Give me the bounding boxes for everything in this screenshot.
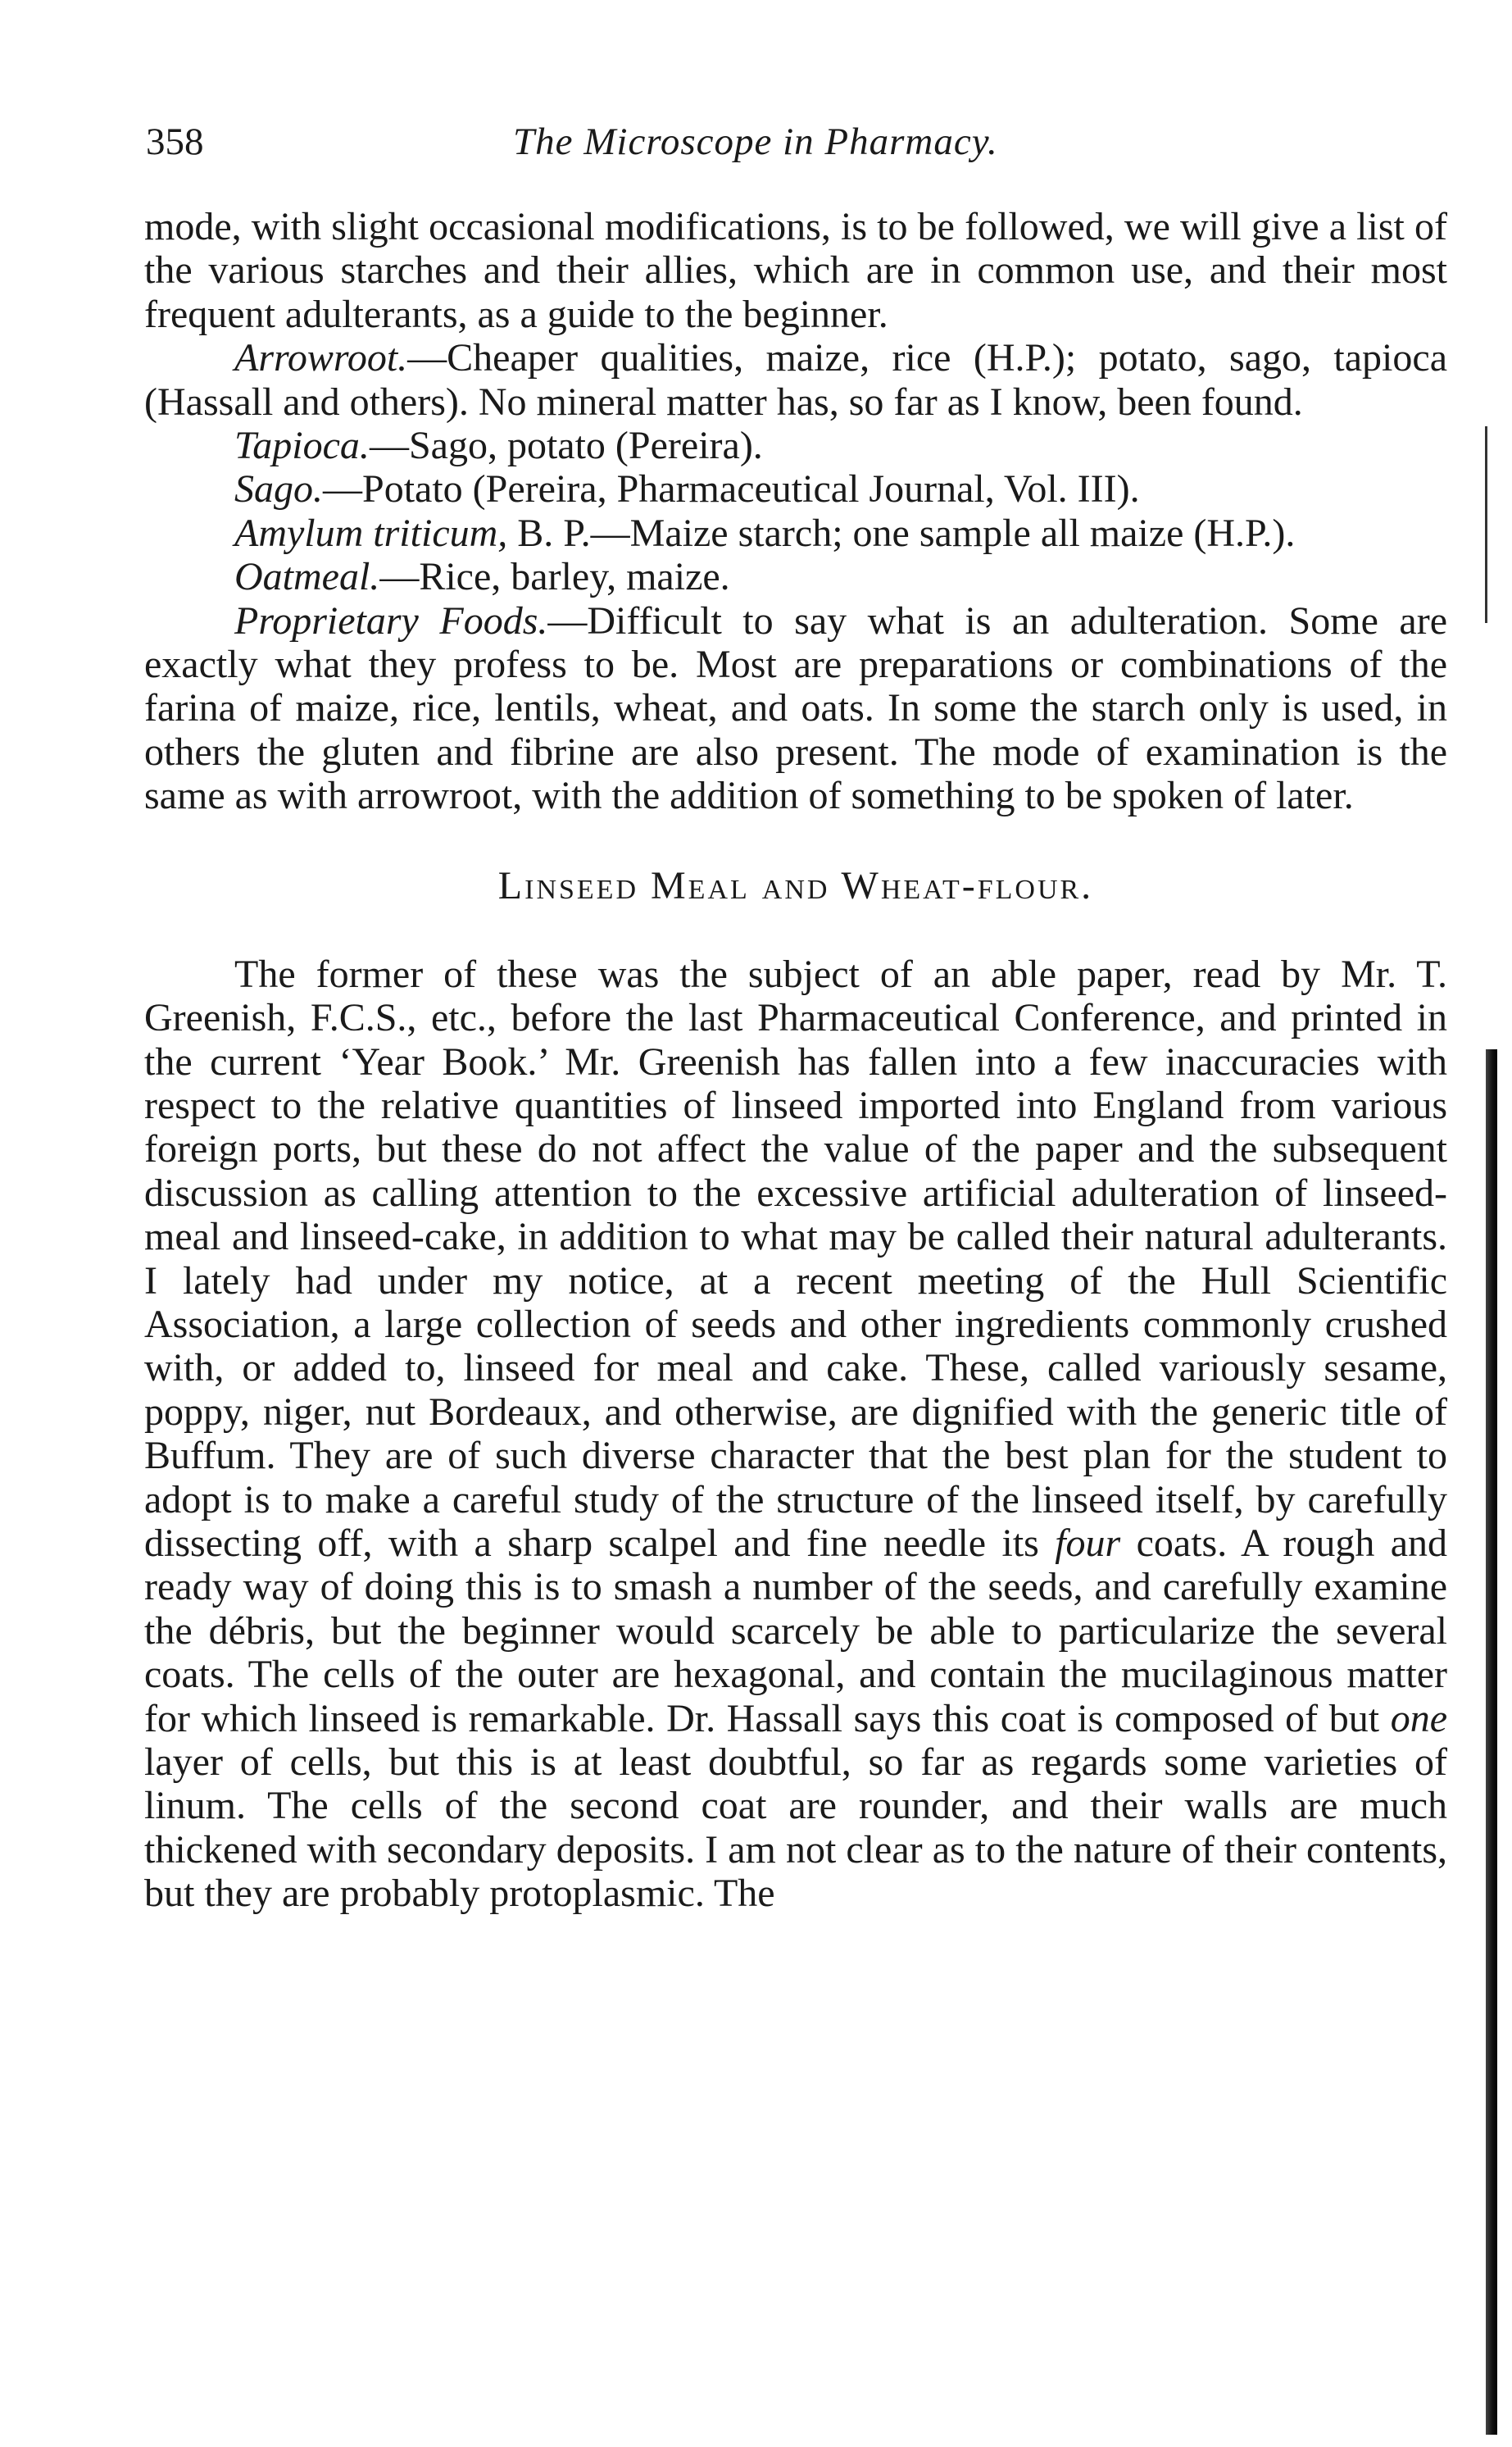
entry-tapioca xyxy=(144,424,1447,467)
entry-term: Amylum triticum, xyxy=(234,511,508,555)
entry-term: Proprietary Foods. xyxy=(234,598,548,643)
entry-text: —Sago, potato (Pereira). xyxy=(369,424,763,468)
paragraph-text: layer of cells, but this is at least doubtful, so far as regards some varieties of linum. The cells of the second coat are rounder, and their walls are much thickened with secondary deposits. I am not clear as to the nature of their contents, but they are probably protoplasmic. The xyxy=(144,1740,1447,1916)
running-title: The Microscope in Pharmacy. xyxy=(513,121,998,163)
scan-edge-mark xyxy=(1485,426,1487,623)
emphasis-text: four xyxy=(1055,1521,1121,1565)
entry-term: Tapioca. xyxy=(234,424,370,468)
entry-text: —Cheaper qualities, maize, rice (H.P.); potato, sago, tapioca (Hassall and others). No mineral matter has, so far as I know, been found. xyxy=(144,336,1447,424)
entry-term: Sago. xyxy=(234,467,323,512)
entry-sago xyxy=(144,467,1447,511)
entry-text: B. P.—Maize starch; one sample all maize (H.P.). xyxy=(507,511,1296,555)
section-heading: Linseed Meal and Wheat-flour. xyxy=(497,863,1094,907)
running-head xyxy=(146,120,1105,177)
emphasis-text: one xyxy=(1390,1696,1447,1740)
paragraph-text: coats. A rough and ready way of doing this is to smash a number of the seeds, and carefully examine the débris, but the beginner would scarcely be able to particularize the several coats. The cells of the outer are hexagonal, and contain the mucilaginous matter for which linseed is remarkable. Dr. Hassall says this coat is composed of but xyxy=(144,1521,1448,1740)
entry-oatmeal xyxy=(144,555,1447,598)
entry-arrowroot xyxy=(144,336,1447,424)
paragraph-intro: mode, with slight occasional modifications, is to be followed, we will give a list of the various starches and their allies, which are in common use, and their most frequent adulterants, as a guide to the beginner. xyxy=(144,205,1447,336)
scan-edge-shadow xyxy=(1486,1049,1497,2435)
entry-amylum-triticum xyxy=(144,512,1447,555)
paragraph-linseed xyxy=(144,953,1447,1916)
page-number: 358 xyxy=(146,121,204,163)
paragraph-text: The former of these was the subject of an able paper, read by Mr. T. Greenish, F.C.S., etc., before the last Pharmaceutical Conference, and printed in the current ‘Year Book.’ Mr. Greenish has fallen into a few inaccuracies with respect to the relative quantities of linseed imported into England from various foreign ports, but these do not affect the value of the paper and the subsequent discussion as calling attention to the excessive artificial adulteration of linseed-meal and linseed-cake, in addition to what may be called their natural adulterants. I lately had under my notice, at a recent meeting of the Hull Scientific Association, a large collection of seeds and other ingredients commonly crushed with, or added to, linseed for meal and cake. These, called variously sesame, poppy, niger, nut Bordeaux, and otherwise, are dignified with the generic title of Buffum. They are of such diverse character that the best plan for the student to adopt is to make a careful study of the structure of the linseed itself, by carefully dissecting off, with a sharp scalpel and fine needle its xyxy=(144,952,1447,1565)
entry-text: —Difficult to say what is an adulteration. Some are exactly what they profess to be. Most are preparations or combinations of the farina of maize, rice, lentils, wheat, and oats. In some the starch only is used, in others the gluten and fibrine are also present. The mode of examination is the same as with arrowroot, with the addition of something to be spoken of later. xyxy=(144,598,1448,818)
entry-term: Arrowroot. xyxy=(234,336,408,380)
entry-term: Oatmeal. xyxy=(234,555,380,599)
entry-proprietary-foods xyxy=(144,599,1447,818)
body-text xyxy=(144,205,1447,1916)
entry-text: —Potato (Pereira, Pharmaceutical Journal, Vol. III). xyxy=(323,467,1140,512)
entry-text: —Rice, barley, maize. xyxy=(379,555,730,599)
